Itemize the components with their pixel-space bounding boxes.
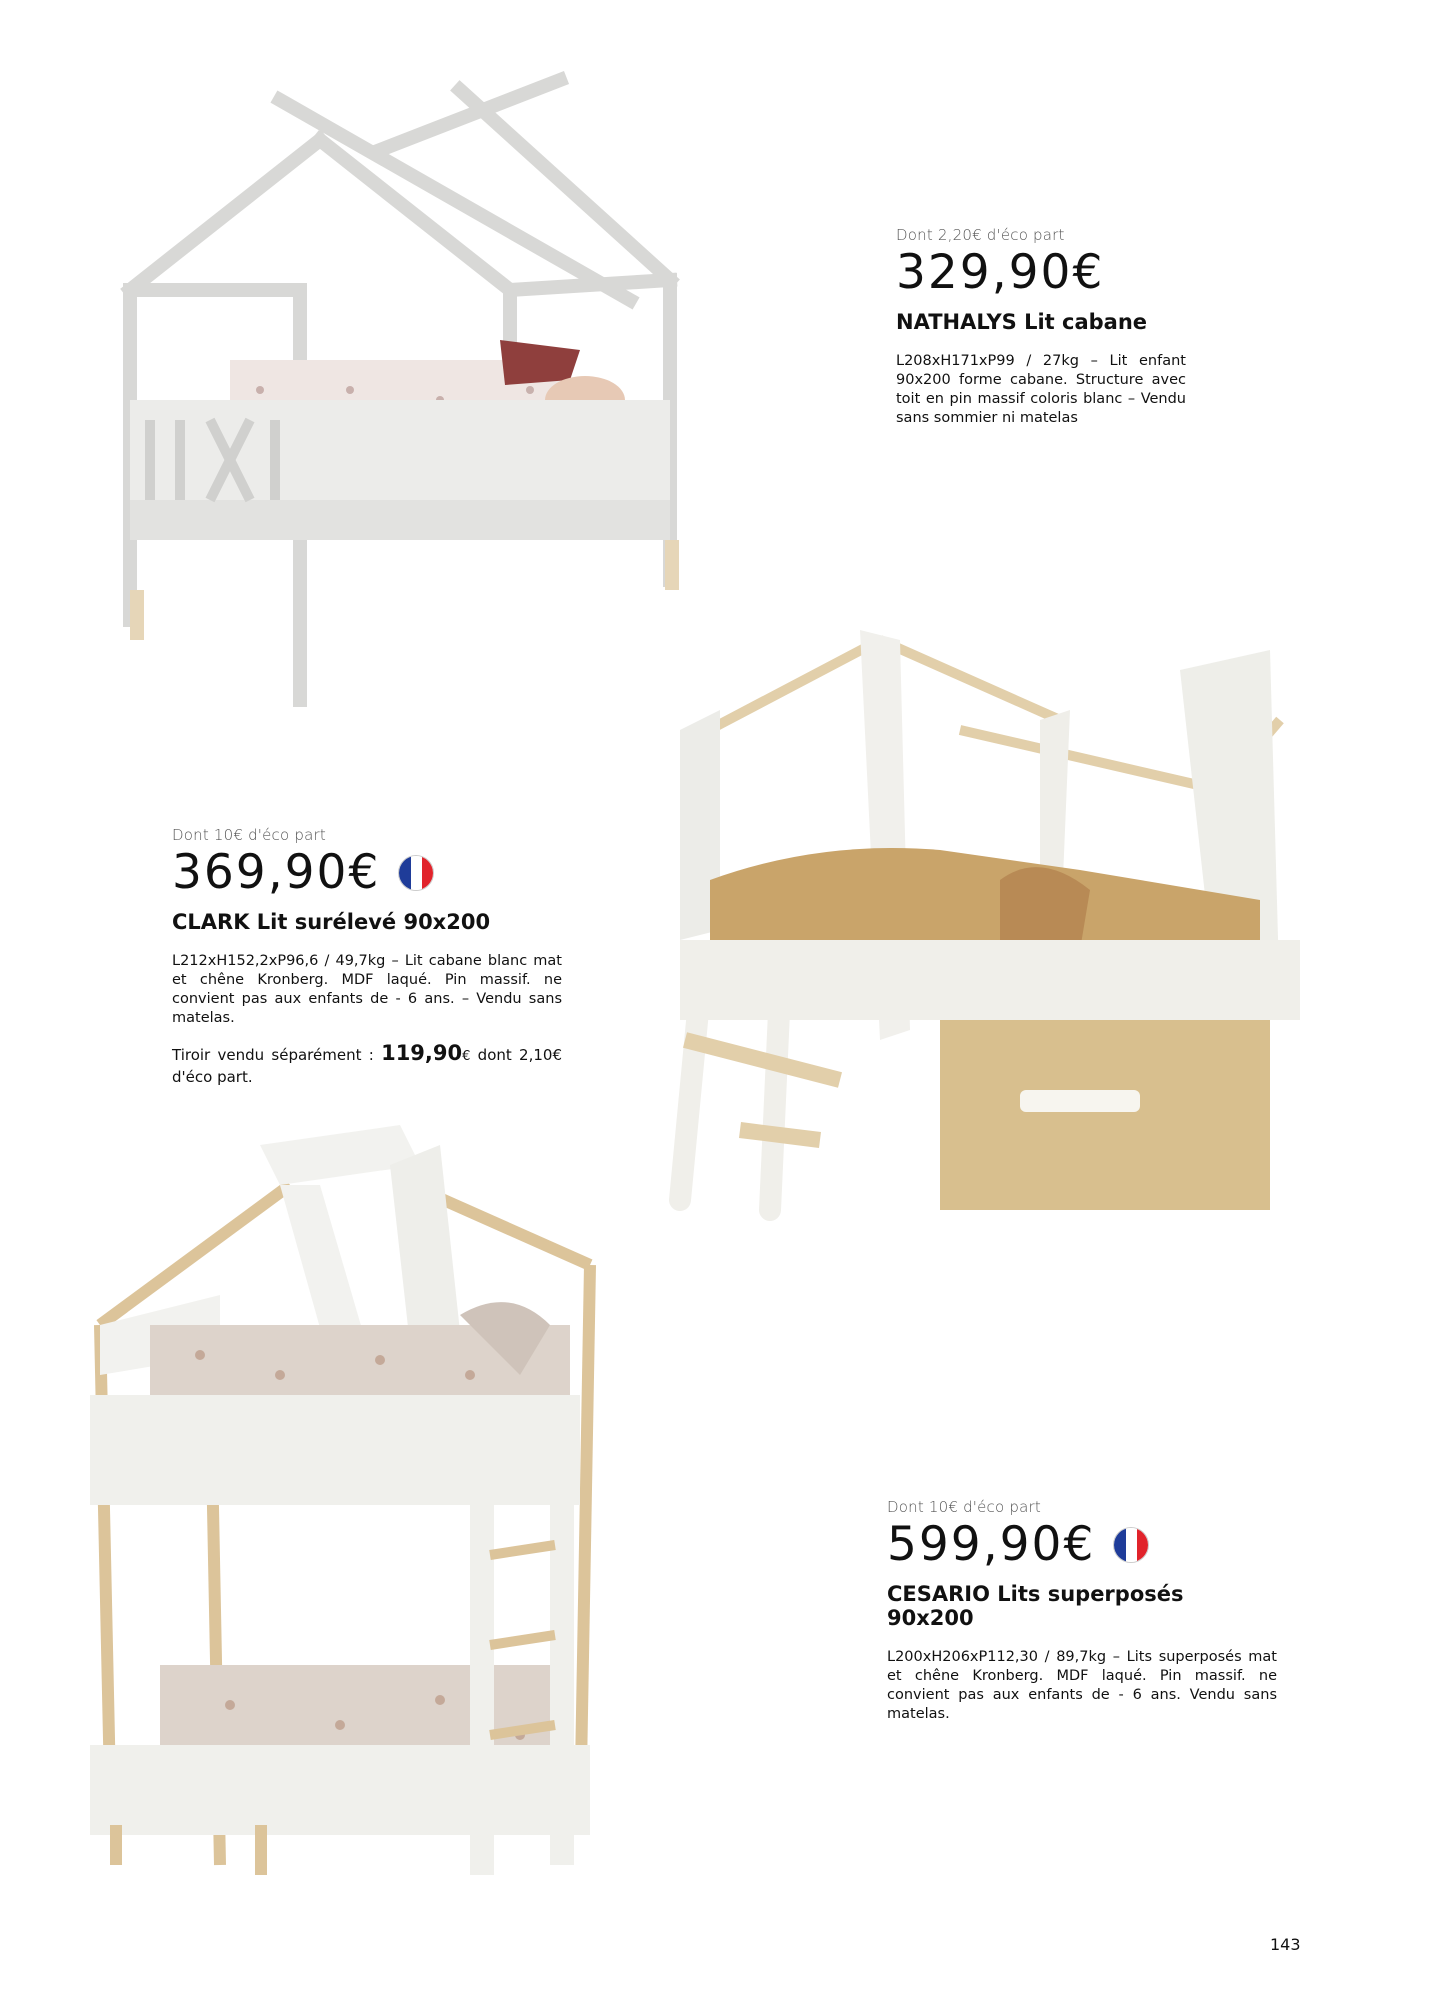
drawer-price: 119,90 [381, 1040, 463, 1065]
eco-part-note: Dont 2,20€ d'éco part [896, 226, 1065, 244]
product-price: 599,90€ [887, 1517, 1096, 1572]
product-description: L212xH152,2xP96,6 / 49,7kg – Lit cabane blanc mat et chêne Kronberg. MDF laqué. Pin massif. ne convient pas aux enfants de - 6 ans. – Vendu sans matelas. [172, 953, 562, 1027]
product-nathalys [896, 226, 1186, 429]
product-description: L200xH206xP112,30 / 89,7kg – Lits superposés mat et chêne Kronberg. MDF laqué. Pin massif. ne convient pas aux enfants de - 6 ans. Vendu sans matelas. [887, 1649, 1277, 1723]
drawer-prefix: Tiroir vendu séparément : [172, 1045, 382, 1064]
page-number: 143 [1270, 1935, 1301, 1954]
product-name: NATHALYS Lit cabane [896, 310, 1148, 335]
product-name: CLARK Lit surélevé 90x200 [172, 910, 491, 935]
product-price: 369,90€ [172, 845, 381, 900]
product-price: 329,90€ [896, 245, 1105, 300]
product-description: L208xH171xP99 / 27kg – Lit enfant 90x200 forme cabane. Structure avec toit en pin massif coloris blanc – Vendu sans sommier ni matelas [896, 353, 1186, 427]
france-flag-icon [398, 855, 434, 891]
product-name: CESARIO Lits superposés 90x200 [887, 1582, 1184, 1631]
product-clark [172, 826, 562, 1087]
product-cesario [887, 1498, 1277, 1725]
eco-part-note: Dont 10€ d'éco part [887, 1498, 1041, 1516]
drawer-suffix: dont 2,10€ d'éco part. [172, 1045, 562, 1086]
cesario-bed-image [80, 1125, 800, 1885]
drawer-note [172, 1039, 562, 1088]
eco-part-note: Dont 10€ d'éco part [172, 826, 326, 844]
france-flag-icon [1113, 1527, 1149, 1563]
drawer-currency: € [462, 1048, 471, 1064]
